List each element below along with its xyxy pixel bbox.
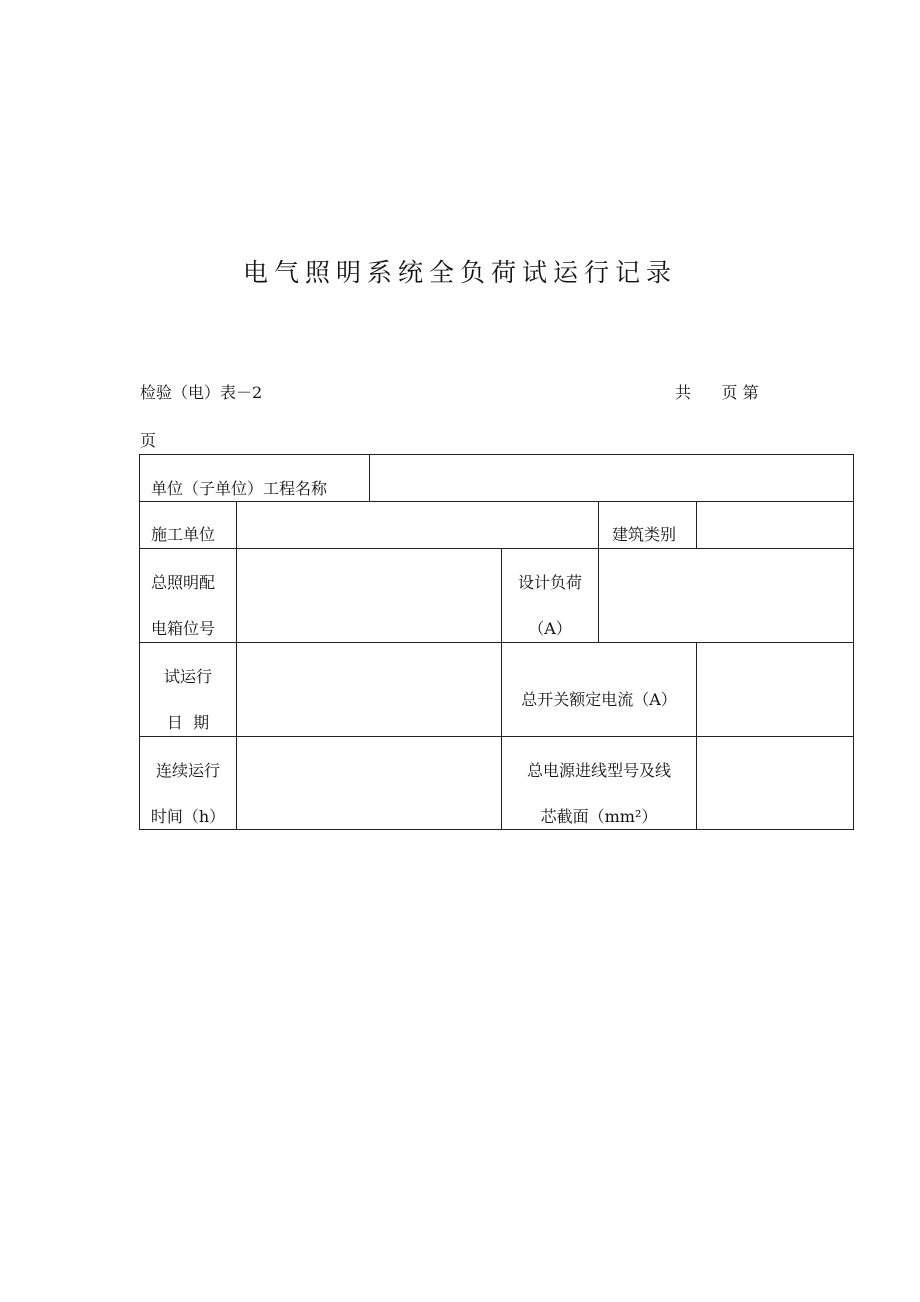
trial-run-date-label-line1: 试运行 (163, 667, 212, 686)
incoming-cable-label-cell (502, 737, 697, 830)
rated-current-field[interactable] (697, 643, 854, 737)
contractor-field[interactable] (237, 502, 599, 549)
distribution-box-label-cell (140, 549, 237, 643)
form-code: 检验（电）表－2 (140, 383, 263, 402)
continuous-run-time-field[interactable] (237, 737, 502, 830)
design-load-label-line2: （A） (528, 619, 572, 638)
page-number-info: 共 页 第 (675, 383, 759, 402)
design-load-label-cell (502, 549, 599, 643)
trial-run-date-field[interactable] (237, 643, 502, 737)
page-title: 电气照明系统全负荷试运行记录 (242, 258, 677, 287)
record-table (139, 454, 854, 830)
distribution-box-label-line1: 总照明配 (151, 573, 216, 592)
distribution-box-field[interactable] (237, 549, 502, 643)
rated-current-label: 总开关额定电流（A） (521, 690, 677, 709)
building-category-field[interactable] (697, 502, 854, 549)
continuous-run-time-label-line1: 连续运行 (155, 761, 220, 780)
continuous-run-time-label-line2: 时间（h） (150, 807, 226, 826)
contractor-label-cell (140, 502, 237, 549)
building-category-label-cell (599, 502, 697, 549)
design-load-label-line1: 设计负荷 (517, 573, 582, 592)
contractor-label: 施工单位 (151, 525, 216, 544)
project-name-label: 单位（子单位）工程名称 (151, 479, 328, 498)
trial-run-date-label-cell (140, 643, 237, 737)
incoming-cable-field[interactable] (697, 737, 854, 830)
project-name-field[interactable] (370, 455, 854, 502)
incoming-cable-label-line1: 总电源进线型号及线 (526, 761, 671, 780)
incoming-cable-label-line2: 芯截面（mm²） (540, 807, 658, 826)
distribution-box-label-line2: 电箱位号 (151, 619, 216, 638)
trial-run-date-label-line2: 日 期 (166, 713, 210, 732)
building-category-label: 建筑类别 (612, 525, 677, 544)
continuous-run-time-label-cell (140, 737, 237, 830)
rated-current-label-cell (502, 643, 697, 737)
project-name-label-cell (140, 455, 370, 502)
page-number-info-wrap: 页 (140, 431, 157, 450)
design-load-field[interactable] (599, 549, 854, 643)
